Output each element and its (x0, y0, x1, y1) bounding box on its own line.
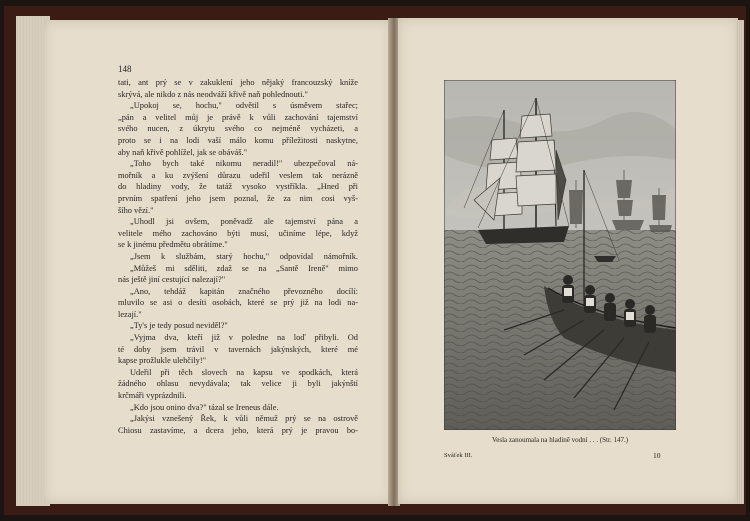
text-line: „Jsem k službám, starý hochu," odpovídal námořník. (130, 251, 358, 261)
signature-mark: Sváťek III. (444, 452, 473, 459)
text-line: „Upokoj se, hochu," odvětil s úsměvem stařec; (130, 101, 358, 111)
text-line: lezají." (118, 309, 142, 319)
text-line: Chiosu zastavíme, a dcera jeho, která prý je pravou bo- (118, 425, 358, 435)
body-text (118, 77, 358, 436)
text-line: „Toho bych také nikomu neradil!" ubezpečoval ná- (130, 159, 358, 169)
text-line: krčmáři vyprázdnili. (118, 391, 187, 401)
text-line: šího vězí." (118, 205, 154, 215)
text-line: žádného ohlasu nevydávala; tak velice ji byli jakýnští (118, 379, 358, 389)
text-line: proto se i na lodi vaší málo komu příležitosti naskytne, (118, 135, 358, 145)
text-line: „Jakýsi vznešený Řek, k vůli němuž prý se na ostrově (130, 414, 358, 424)
text-line: do hladiny vody, že tatáž vysoko vystříkla. „Hned při (118, 182, 358, 192)
text-line: „Kdo jsou onino dva?" tázal se Ireneus dále. (130, 402, 279, 412)
text-line: aby naň křivě pohlížel, jak se obáváš." (118, 147, 248, 157)
text-line: nás ještě jiní cestující nalezají?" (118, 275, 226, 285)
sailing-ship-engraving (444, 80, 676, 430)
text-line: té doby jsem trávil v tavernách jakýnských, které mé (118, 344, 358, 354)
text-line: „pán a velitel můj je právě k vůli zachování tajemství (118, 112, 358, 122)
text-line: „Uhodl jsi ovšem, poněvadž ale tajemství pána a (130, 217, 358, 227)
text-line: kapse prožlukle ulehčily!" (118, 356, 207, 366)
page-number: 148 (118, 64, 132, 74)
right-page-edges (736, 20, 744, 504)
text-line: Udeřil při těch slovech na kapsu ve spodkách, která (130, 367, 358, 377)
text-line: „Můžeš mi sděliti, zdaž se na „Santě Ireně" mimo (130, 263, 358, 273)
text-line: mořník a ku zvýšení důrazu udeřil veslem tak nerázně (118, 170, 358, 180)
text-line: tati, ant prý se v zakuklení jeho nějaký francouzský kníže (118, 78, 358, 87)
ship-illustration (444, 80, 676, 430)
illustration-caption: Vesla zanoumala na hladině vodní . . . (Str. 147.) (491, 436, 629, 444)
sheet-number: 10 (653, 451, 661, 460)
text-line: „Ty's je tedy posud neviděl?" (130, 321, 228, 331)
text-line: svého nucen, z úkrytu svého co nejméně vycházeti, a (118, 124, 358, 134)
text-line: prvním spatření jeho jsem poznal, že za nim cosi vyš- (118, 193, 358, 203)
text-line: skrývá, ale nikdo z nás neodváží křivě naň pohlednouti." (118, 89, 308, 99)
text-line: „Vyjma dva, kteří již v poledne na loď přibyli. Od (130, 333, 358, 343)
text-line: mluvilo se asi o desíti osobách, které se prý již na lodi na- (118, 298, 358, 308)
text-line: velitele mého zachováno býti musí, učiníme lépe, když (118, 228, 358, 238)
text-line: se k jinému předmětu obrátíme." (118, 240, 228, 250)
text-line: „Ano, tehdáž kapitán značného převozného docílí: (130, 286, 358, 296)
